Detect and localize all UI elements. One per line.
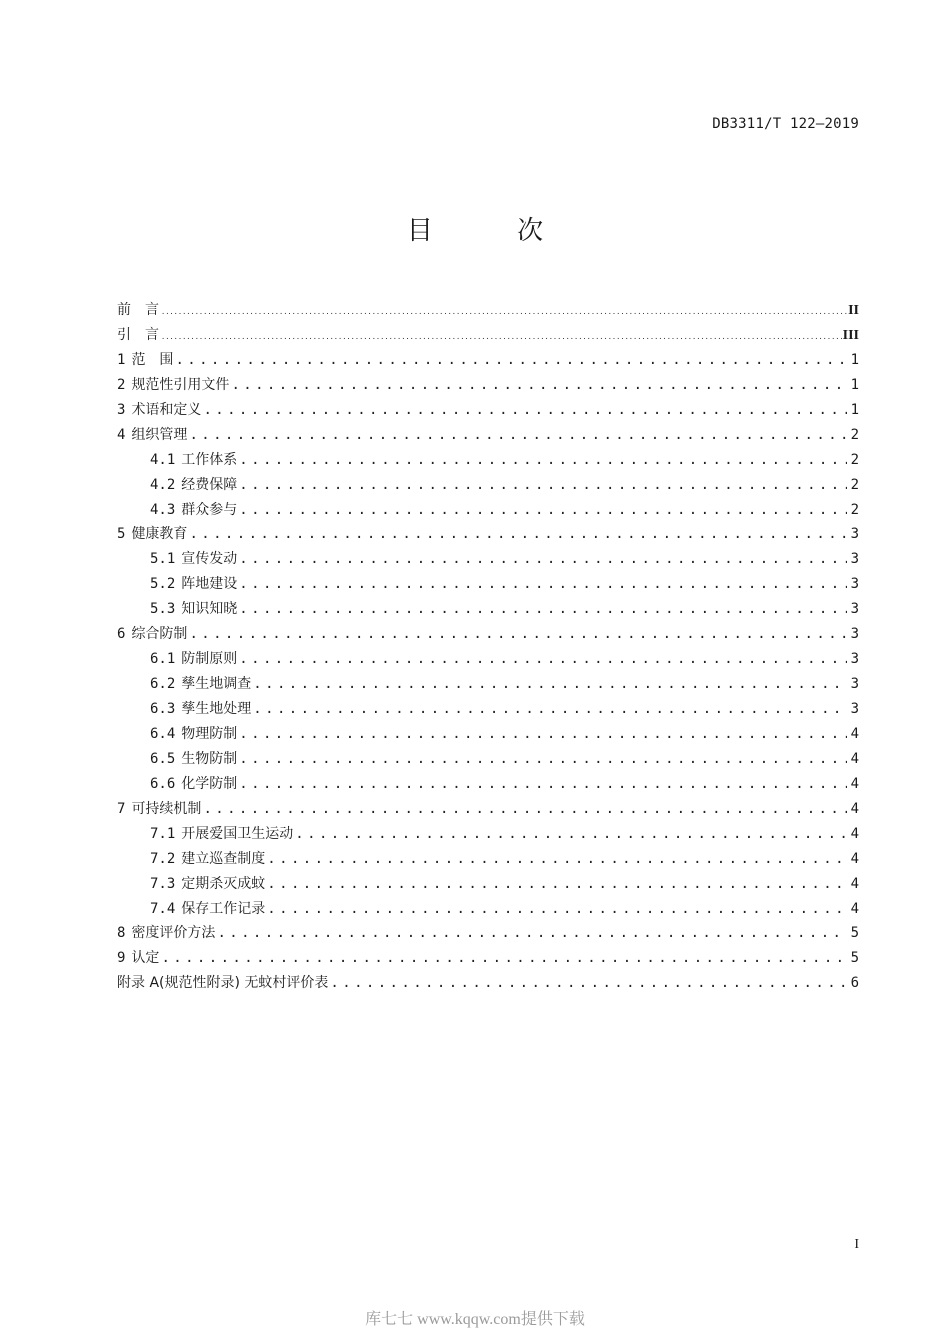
dot-leader	[161, 946, 846, 971]
dot-leader	[239, 547, 846, 572]
toc-entry-page: 3	[850, 676, 859, 693]
toc-entry-label	[150, 597, 237, 622]
dot-leader	[239, 572, 846, 597]
toc-entry-number: 9	[117, 950, 126, 967]
toc-entry-number: 6.4	[150, 725, 176, 742]
toc-entry[interactable]	[117, 498, 859, 523]
toc-entry-text: 知识知晓	[181, 601, 238, 618]
toc-entry-text: 工作体系	[181, 451, 238, 468]
toc-entry[interactable]	[117, 772, 859, 797]
toc-entry-page: 3	[850, 626, 859, 643]
toc-entry-number: 5.3	[150, 601, 176, 618]
toc-entry-label	[150, 847, 265, 872]
dot-leader	[239, 647, 846, 672]
toc-entry[interactable]	[117, 921, 859, 946]
toc-entry-text: 规范性引用文件	[131, 376, 230, 393]
dot-leader	[239, 772, 846, 797]
toc-entry-text: 范 围	[131, 351, 174, 368]
toc-entry-number: 7.4	[150, 900, 176, 917]
toc-entry-label	[150, 872, 265, 897]
toc-entry-number: 1	[117, 351, 126, 368]
toc-entry[interactable]	[117, 423, 859, 448]
dot-leader	[267, 872, 846, 897]
toc-entry-label	[150, 672, 251, 697]
toc-entry-number: 4.3	[150, 501, 176, 518]
dot-leader	[231, 373, 846, 398]
dot-leader	[203, 398, 846, 423]
toc-entry-page: 5	[850, 925, 859, 942]
toc-entry-label	[150, 572, 237, 597]
toc-entry-number: 7.3	[150, 875, 176, 892]
toc-entry[interactable]	[117, 522, 859, 547]
toc-entry-number: 6.5	[150, 750, 176, 767]
toc-entry-page: 3	[850, 651, 859, 668]
dot-leader	[239, 498, 846, 523]
toc-entry-label	[150, 448, 237, 473]
toc-entry[interactable]	[117, 797, 859, 822]
toc-entry-text: 物理防制	[181, 725, 238, 742]
toc-entry-page: 4	[850, 900, 859, 917]
toc-entry-label	[150, 772, 237, 797]
toc-entry-page: 5	[850, 950, 859, 967]
toc-entry-label	[150, 498, 237, 523]
dot-leader	[189, 423, 846, 448]
toc-entry-label	[117, 373, 229, 398]
dot-leader	[239, 597, 846, 622]
toc-entry-text: 定期杀灭成蚊	[181, 875, 266, 892]
toc-entry-number: 5.2	[150, 576, 176, 593]
toc-entry-number: 2	[117, 376, 126, 393]
dot-leader	[217, 921, 846, 946]
toc-entry-number: 8	[117, 925, 126, 942]
toc-entry-text: 孳生地调查	[181, 676, 252, 693]
dot-leader	[239, 473, 846, 498]
toc-entry-page: 3	[850, 601, 859, 618]
toc-entry-number: 6.3	[150, 701, 176, 717]
toc-entry-page: II	[848, 303, 859, 318]
toc-entry-number: 6	[117, 626, 126, 643]
toc-entry[interactable]	[117, 597, 859, 622]
toc-entry-page: 4	[850, 775, 859, 792]
toc-entry[interactable]	[117, 622, 859, 647]
toc-entry[interactable]	[117, 373, 859, 398]
toc-entry-text: 孳生地处理	[181, 701, 252, 717]
toc-entry[interactable]	[117, 572, 859, 597]
toc-entry-page: 4	[850, 750, 859, 767]
dot-leader	[161, 300, 847, 325]
toc-entry-label	[150, 647, 237, 672]
toc-entry-number: 7.2	[150, 850, 176, 867]
toc-entry-text: 附录 A(规范性附录) 无蚊村评价表	[117, 975, 329, 992]
toc-entry-page: 4	[850, 825, 859, 842]
toc-entry-label	[117, 797, 201, 822]
dot-leader	[239, 747, 846, 772]
toc-entry-label	[150, 697, 251, 722]
download-watermark: 库七七 www.kqqw.com提供下载	[365, 1311, 585, 1328]
dot-leader	[175, 348, 846, 373]
toc-entry-text: 可持续机制	[131, 800, 202, 817]
toc-entry-text: 化学防制	[181, 775, 238, 792]
toc-entry-text: 健康教育	[131, 526, 188, 543]
dot-leader	[253, 672, 846, 697]
toc-entry-number: 4.2	[150, 476, 176, 493]
dot-leader	[189, 622, 846, 647]
toc-entry-page: 4	[850, 725, 859, 742]
toc-entry-page: 4	[850, 850, 859, 867]
toc-entry-page: 2	[850, 426, 859, 443]
toc-entry-text: 保存工作记录	[181, 900, 266, 917]
toc-entry-text: 群众参与	[181, 501, 238, 518]
toc-entry-label	[117, 522, 187, 547]
page-number: I	[854, 1237, 859, 1252]
toc-entry-page: 3	[850, 701, 859, 717]
toc-entry[interactable]	[117, 722, 859, 747]
dot-leader	[189, 522, 846, 547]
toc-entry-label	[117, 921, 215, 946]
toc-entry-foreword[interactable]	[117, 298, 859, 323]
toc-entry-page: 3	[850, 576, 859, 593]
toc-entry-label	[117, 946, 159, 971]
dot-leader	[267, 847, 846, 872]
toc-entry[interactable]	[117, 747, 859, 772]
dot-leader	[253, 697, 846, 722]
toc-entry-label: 前 言	[117, 302, 159, 318]
toc-entry-text: 综合防制	[131, 626, 188, 643]
toc-entry-label	[150, 722, 237, 747]
toc-entry-number: 7	[117, 800, 126, 817]
toc-entry[interactable]	[117, 398, 859, 423]
toc-entry[interactable]	[117, 448, 859, 473]
toc-entry-number: 6.6	[150, 775, 176, 792]
toc-entry[interactable]	[117, 822, 859, 847]
toc-entry-label	[117, 398, 201, 423]
dot-leader	[267, 897, 846, 922]
toc-entry-page: 1	[850, 401, 859, 418]
toc-entry-label	[150, 822, 293, 847]
toc-entry[interactable]	[117, 847, 859, 872]
toc-entry-label	[117, 348, 173, 373]
toc-entry[interactable]	[117, 672, 859, 697]
toc-entry[interactable]	[117, 946, 859, 971]
toc-entry-label	[117, 622, 187, 647]
toc-entry-page: 2	[850, 501, 859, 518]
toc-entry-number: 7.1	[150, 825, 176, 842]
toc-entry-page: 3	[850, 551, 859, 568]
toc-entry[interactable]	[117, 971, 859, 996]
toc-entry-text: 认定	[131, 950, 160, 967]
toc-entry-number: 5.1	[150, 551, 176, 568]
toc-entry-text: 组织管理	[131, 426, 188, 443]
toc-entries	[117, 348, 859, 996]
toc-entry-text: 阵地建设	[181, 576, 238, 593]
table-of-contents	[117, 298, 859, 996]
toc-entry-number: 3	[117, 401, 126, 418]
toc-entry-number: 4	[117, 426, 126, 443]
toc-entry-introduction[interactable]	[117, 323, 859, 348]
toc-entry-text: 建立巡查制度	[181, 850, 266, 867]
toc-entry-label	[117, 423, 187, 448]
toc-entry-number: 4.1	[150, 451, 176, 468]
toc-title: 目 次	[406, 216, 582, 246]
toc-entry-page: 1	[850, 351, 859, 368]
toc-entry-label	[150, 897, 265, 922]
toc-entry-number: 5	[117, 526, 126, 543]
toc-entry-label	[150, 473, 237, 498]
toc-entry[interactable]	[117, 647, 859, 672]
toc-entry-text: 术语和定义	[131, 401, 202, 418]
toc-entry-text: 经费保障	[181, 476, 238, 493]
dot-leader	[330, 971, 846, 996]
toc-entry-number: 6.1	[150, 651, 176, 668]
dot-leader	[295, 822, 846, 847]
dot-leader	[203, 797, 846, 822]
toc-entry-label	[150, 747, 237, 772]
toc-entry-page: III	[842, 327, 859, 343]
toc-entry-number: 6.2	[150, 676, 176, 693]
toc-entry-page: 3	[850, 526, 859, 543]
toc-entry[interactable]	[117, 473, 859, 498]
dot-leader	[161, 325, 842, 350]
toc-entry-page: 1	[850, 376, 859, 393]
toc-entry-page: 2	[850, 476, 859, 493]
toc-entry-page: 6	[850, 975, 859, 992]
dot-leader	[239, 722, 846, 747]
toc-entry-page: 4	[850, 800, 859, 817]
toc-entry-text: 宣传发动	[181, 551, 238, 568]
toc-entry-label	[150, 547, 237, 572]
toc-entry[interactable]	[117, 897, 859, 922]
toc-entry-label: 引 言	[117, 326, 159, 343]
dot-leader	[239, 448, 846, 473]
toc-entry[interactable]	[117, 872, 859, 897]
toc-entry-text: 开展爱国卫生运动	[181, 825, 294, 842]
toc-entry-page: 4	[850, 875, 859, 892]
toc-entry[interactable]	[117, 697, 859, 722]
toc-entry-page: 2	[850, 451, 859, 468]
toc-entry-label	[117, 971, 328, 996]
document-code: DB3311/T 122—2019	[712, 116, 859, 132]
toc-entry-text: 防制原则	[181, 651, 238, 668]
toc-entry[interactable]	[117, 547, 859, 572]
toc-entry-text: 密度评价方法	[131, 925, 216, 942]
toc-entry[interactable]	[117, 348, 859, 373]
toc-entry-text: 生物防制	[181, 750, 238, 767]
